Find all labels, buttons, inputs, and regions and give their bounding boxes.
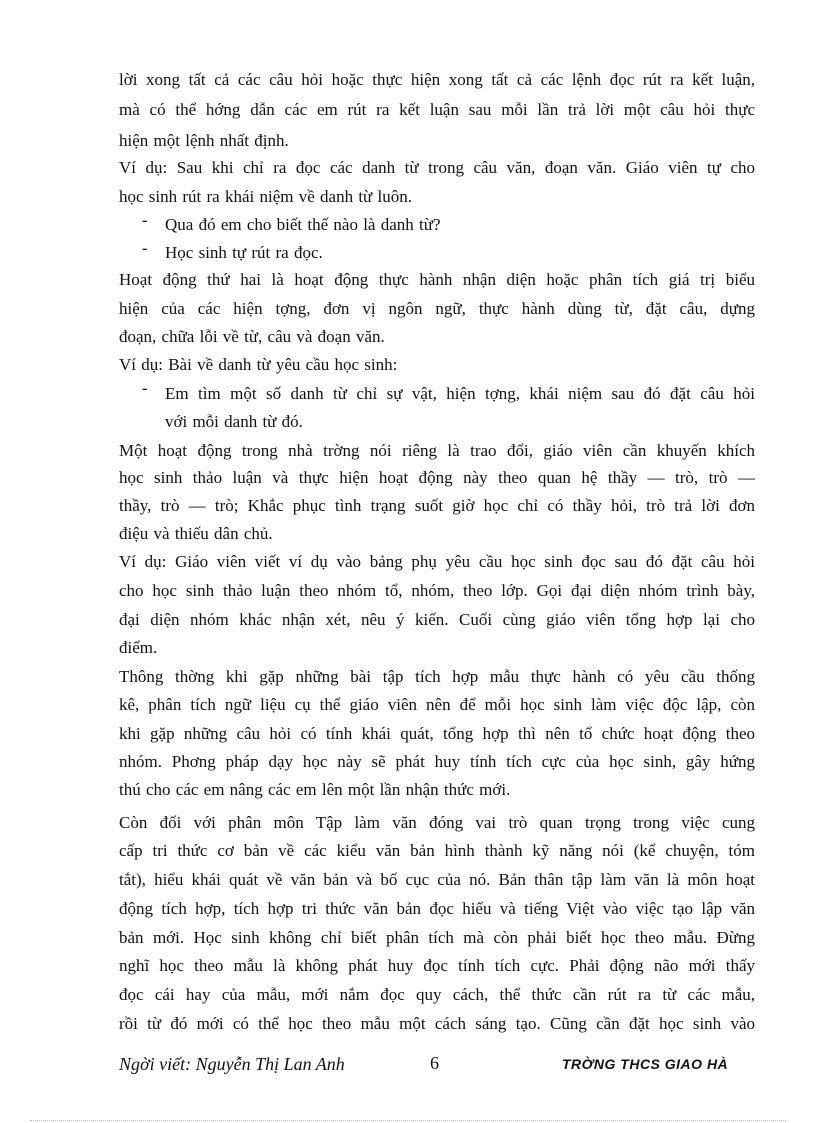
footer-page-number: 6 xyxy=(430,1053,439,1073)
bullet-icon: - xyxy=(142,380,148,397)
bullet-item: Học sinh tự rút ra đọc. xyxy=(165,243,323,262)
text-line: hiện của các hiện tợng, đơn vị ngôn ngữ, thực hành dùng từ, đặt câu, dựng xyxy=(119,299,755,318)
text-line: cấp tri thức cơ bản về các kiểu văn bản hình thành kỹ năng nói (kể chuyện, tóm xyxy=(119,841,755,860)
text-line: cho học sinh thảo luận theo nhóm tổ, nhóm, theo lớp. Gọi đại diện nhóm trình bày, xyxy=(119,581,755,600)
footer-author: Ngời viết: Nguyễn Thị Lan Anh xyxy=(119,1054,345,1074)
text-line: thú cho các em nâng các em lên một lần nhận thức mới. xyxy=(119,780,511,799)
text-line: học sinh thảo luận và thực hiện hoạt động này theo quan hệ thầy — trò, trò — xyxy=(119,468,755,487)
text-line: hiện một lệnh nhất định. xyxy=(119,131,289,150)
text-line: mà có thể hớng dẫn các em rút ra kết luận sau mỗi lần trả lời một câu hỏi thực xyxy=(119,100,755,119)
footer-divider xyxy=(30,1120,786,1121)
text-line: Còn đối với phân môn Tập làm văn đóng vai trò quan trọng trong việc cung xyxy=(119,813,755,832)
text-line: học sinh rút ra khái niệm về danh từ luôn. xyxy=(119,187,412,206)
text-line: lời xong tất cả các câu hỏi hoặc thực hiện xong tất cả các lệnh đọc rút ra kết luận, xyxy=(119,70,755,89)
text-line: động tích hợp, tích hợp tri thức văn bản đọc hiểu và tiếng Việt vào việc tạo lập văn xyxy=(119,899,755,918)
text-line: Ví dụ: Giáo viên viết ví dụ vào bảng phụ yêu cầu học sinh đọc sau đó đặt câu hỏi xyxy=(119,552,755,571)
text-line: rồi từ đó mới có thể học theo mẫu một cách sáng tạo. Cũng cần đặt học sinh vào xyxy=(119,1014,755,1033)
text-line: tắt), hiểu khái quát về văn bản và bố cục của nó. Bản thân tập làm văn là môn hoạt xyxy=(119,870,755,889)
text-line: thầy, trò — trò; Khắc phục tình trạng suốt giờ học chỉ có thầy hỏi, trò trả lời đơn xyxy=(119,496,755,515)
text-line: đại diện nhóm khác nhận xét, nêu ý kiến. Cuối cùng giáo viên tổng hợp lại cho xyxy=(119,610,755,629)
text-line: điệu và thiếu dân chủ. xyxy=(119,524,273,543)
text-line: đọc cái hay của mẫu, mới nắm đọc quy cách, thể thức cần rút ra từ các mẫu, xyxy=(119,985,755,1004)
text-line: nhóm. Phơng pháp dạy học này sẽ phát huy tính tích cực của học sinh, gây hứng xyxy=(119,752,755,771)
text-line: Ví dụ: Bài về danh từ yêu cầu học sinh: xyxy=(119,355,398,374)
footer-school: TRỜNG THCS GIAO HÀ xyxy=(562,1056,729,1072)
bullet-item: Qua đó em cho biết thế nào là danh từ? xyxy=(165,215,441,234)
text-line: Hoạt động thứ hai là hoạt động thực hành nhận diện hoặc phân tích giá trị biểu xyxy=(119,270,755,289)
text-line: Thông thờng khi gặp những bài tập tích hợp mẫu thực hành có yêu cầu thống xyxy=(119,667,755,686)
bullet-icon: - xyxy=(142,212,148,229)
bullet-item-continuation: với mỗi danh từ đó. xyxy=(165,412,303,431)
text-line: kê, phân tích ngữ liệu cụ thể giáo viên nên để mỗi học sinh làm việc độc lập, còn xyxy=(119,695,755,714)
text-line: điểm. xyxy=(119,638,158,657)
bullet-item: Em tìm một số danh từ chỉ sự vật, hiện tợng, khái niệm sau đó đặt câu hỏi xyxy=(165,384,755,403)
text-line: đoạn, chữa lỗi về từ, câu và đoạn văn. xyxy=(119,327,385,346)
text-line: bản mới. Học sinh không chỉ biết phân tích mà còn phải biết học theo mẫu. Đừng xyxy=(119,928,755,947)
text-line: Ví dụ: Sau khi chỉ ra đọc các danh từ trong câu văn, đoạn văn. Giáo viên tự cho xyxy=(119,158,755,177)
bullet-icon: - xyxy=(142,240,148,257)
text-line: nghĩ học theo mẫu là không phát huy đọc tính tích cực. Phải động não mới thấy xyxy=(119,956,755,975)
text-line: khi gặp những câu hỏi có tính khái quát, tổng hợp thì nên tổ chức hoạt động theo xyxy=(119,724,755,743)
text-line: Một hoạt động trong nhà trờng nói riêng là trao đổi, giáo viên cần khuyến khích xyxy=(119,441,755,460)
